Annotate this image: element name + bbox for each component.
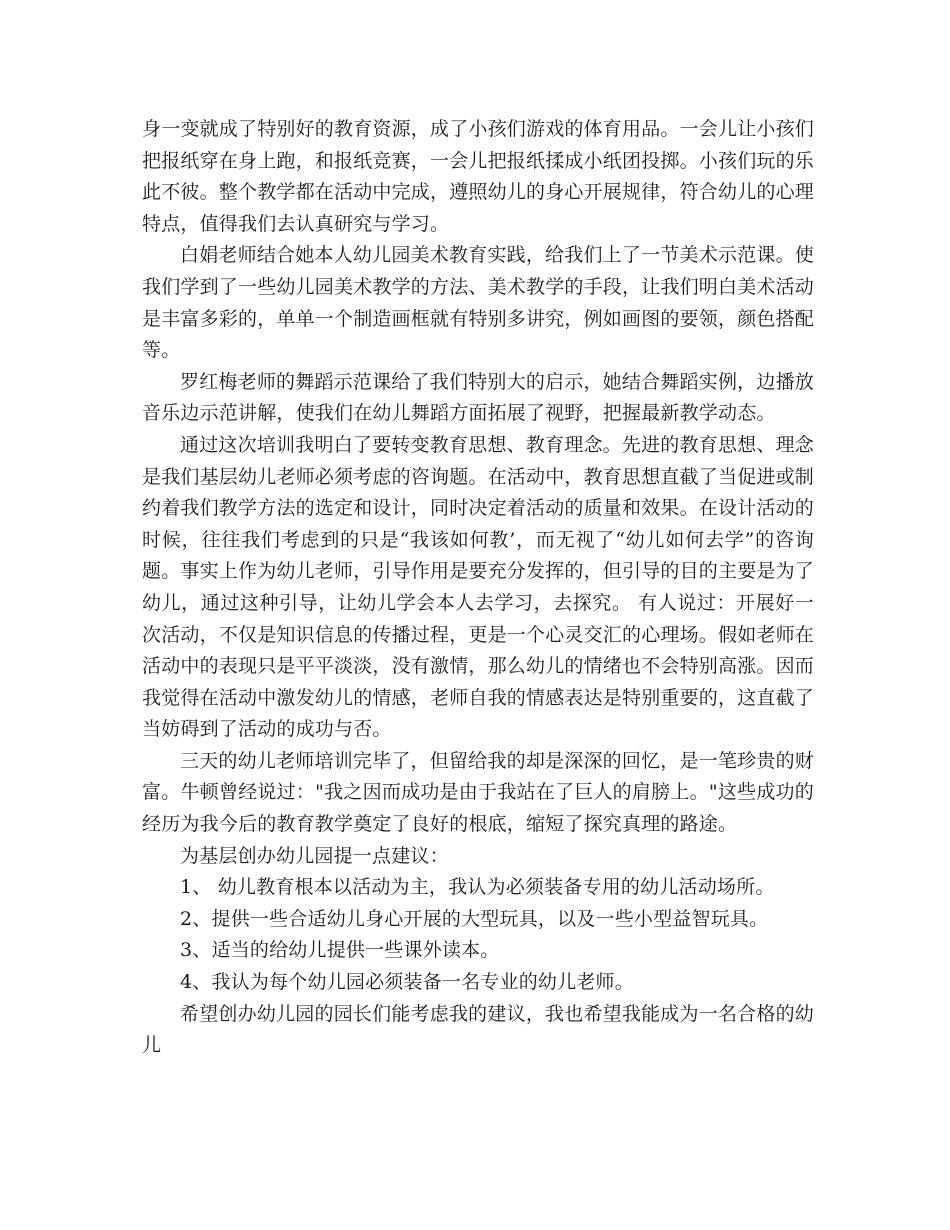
paragraph-art-lesson: 白娟老师结合她本人幼儿园美术教育实践，给我们上了一节美术示范课。使我们学到了一些幼儿园美术教学的方法、美术教学的手段，让我们明白美术活动是丰富多彩的，单单一个制造画框就有特别多讲究，例如画图的要领，颜色搭配等。 (142, 244, 815, 362)
paragraph-dance-lesson: 罗红梅老师的舞蹈示范课给了我们特别大的启示，她结合舞蹈实例，边播放音乐边示范讲解，使我们在幼儿舞蹈方面拓展了视野，把握最新教学动态。 (142, 370, 814, 425)
list-item-suggestion-2: 2、提供一些合适幼儿身心开展的大型玩具，以及一些小型益智玩具。 (180, 907, 769, 930)
paragraph-training-summary: 三天的幼儿老师培训完毕了，但留给我的却是深深的回忆，是一笔珍贵的财富。牛顿曾经说过："我之因而成功是由于我站在了巨人的肩膀上。"这些成功的经历为我今后的教育教学奠定了良好的根底，缩短了探究真理的路途。 (142, 749, 814, 836)
document-body (142, 114, 814, 1062)
paragraph-suggestions-heading: 为基层创办幼儿园提一点建议： (180, 844, 449, 867)
paragraph-education-philosophy: 通过这次培训我明白了要转变教育思想、教育理念。先进的教育思想、理念是我们基层幼儿老师必须考虑的咨询题。在活动中，教育思想直截了当促进或制约着我们教学方法的选定和设计，同时决定着活动的质量和效果。在设计活动的时候，往往我们考虑到的只是“我该如何教’，而无视了“幼儿如何去学”的咨询题。事实上作为幼儿老师，引导作用是要充分发挥的，但引导的目的主要是为了幼儿，通过这种引导，让幼儿学会本人去学习，去探究。 有人说过：开展好一次活动，不仅是知识信息的传播过程，更是一个心灵交汇的心理场。假如老师在活动中的表现只是平平淡淡，没有激情，那么幼儿的情绪也不会特别高涨。因而我觉得在活动中激发幼儿的情感，老师自我的情感表达是特别重要的，这直截了当妨碍到了活动的成功与否。 (142, 433, 815, 741)
list-item-suggestion-3: 3、适当的给幼儿提供一些课外读本。 (180, 939, 500, 962)
list-item-suggestion-4: 4、我认为每个幼儿园必须装备一名专业的幼儿老师。 (180, 971, 634, 994)
paragraph-newspaper-activity: 身一变就成了特别好的教育资源，成了小孩们游戏的体育用品。一会儿让小孩们把报纸穿在身上跑，和报纸竞赛，一会儿把报纸揉成小纸团投掷。小孩们玩的乐此不彼。整个教学都在活动中完成，遵照幼儿的身心开展规律，符合幼儿的心理特点，值得我们去认真研究与学习。 (142, 118, 815, 235)
paragraph-closing: 希望创办幼儿园的园长们能考虑我的建议，我也希望我能成为一名合格的幼儿 (142, 1002, 814, 1057)
list-item-suggestion-1: 1、 幼儿教育根本以活动为主，我认为必须装备专用的幼儿活动场所。 (180, 876, 775, 899)
